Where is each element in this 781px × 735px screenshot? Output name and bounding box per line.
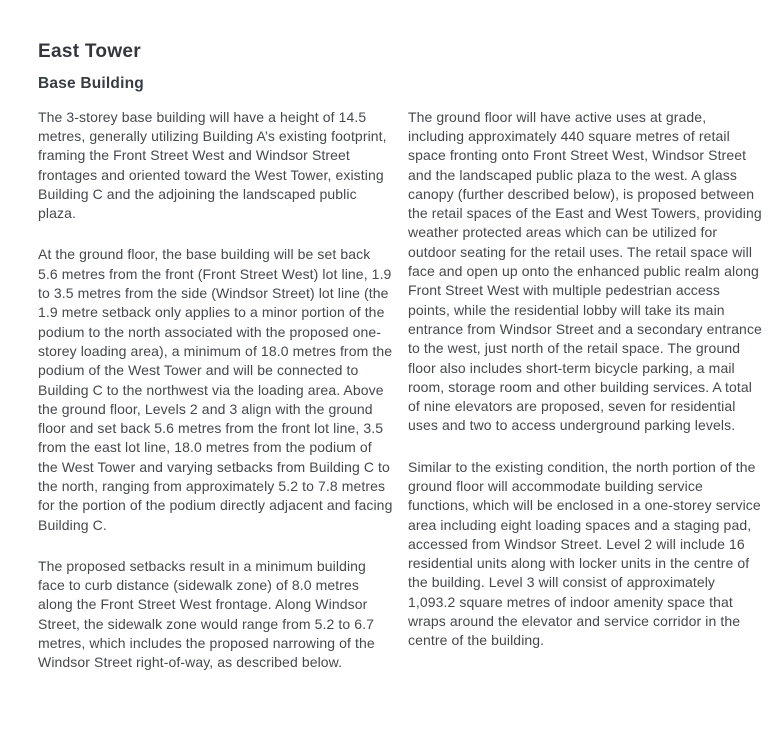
- paragraph-sidewalk-zones: The proposed setbacks result in a minimum building face to curb distance (sidewalk zone) of 8.0 metres along the Front Street West frontage. Along Windsor Street, the sidewalk zone would range from 5.2 to 6.7 metres, which includes the proposed narrowing of the Windsor Street right-of-way, as described below.: [38, 557, 375, 671]
- left-column: [38, 108, 393, 695]
- subsection-title: Base Building: [38, 74, 144, 92]
- section-title: East Tower: [38, 41, 141, 62]
- right-column: [408, 108, 763, 695]
- paragraph-base-building-overview: The 3-storey base building will have a height of 14.5 metres, generally utilizing Building A’s existing footprint, framing the Front Street West and Windsor Street frontages and oriented toward the West Tower, existing Building C and the adjoining the landscaped public plaza.: [38, 108, 387, 222]
- paragraph-service-functions: Similar to the existing condition, the north portion of the ground floor will accommodate building service functions, which will be enclosed in a one-storey service area including eight loading spaces and a staging pad, accessed from Windsor Street. Level 2 will include 16 residential units along with locker units in the centre of the building. Level 3 will consist of approximately 1,093.2 square metres of indoor amenity space that wraps around the elevator and service corridor in the centre of the building.: [408, 458, 761, 649]
- paragraph-ground-floor-setbacks: At the ground floor, the base building will be set back 5.6 metres from the front (Front Street West) lot line, 1.9 to 3.5 metres from the side (Windsor Street) lot line (the 1.9 metre setback only applies to a minor portion of the podium to the north associated with the proposed one-storey loading area), a minimum of 18.0 metres from the podium of the West Tower and will be connected to Building C to the northwest via the loading area. Above the ground floor, Levels 2 and 3 align with the ground floor and set back 5.6 metres from the front lot line, 3.5 from the east lot line, 18.0 metres from the podium of the West Tower and varying setbacks from Building C to the north, ranging from approximately 5.2 to 7.8 metres for the portion of the podium directly adjacent and facing Building C.: [38, 246, 393, 533]
- two-column-text: [38, 108, 763, 695]
- paragraph-ground-floor-uses: The ground floor will have active uses at grade, including approximately 440 square metres of retail space fronting onto Front Street West, Windsor Street and the landscaped public plaza to the west. A glass canopy (further described below), is proposed between the retail spaces of the East and West Towers, providing weather protected areas which can be utilized for outdoor seating for the retail uses. The retail space will face and open up onto the enhanced public realm along Front Street West with multiple pedestrian access points, while the residential lobby will take its main entrance from Windsor Street and a secondary entrance to the west, just north of the retail space. The ground floor also includes short-term bicycle parking, a mail room, storage room and other building services. A total of nine elevators are proposed, seven for residential uses and two to access underground parking levels.: [408, 108, 762, 434]
